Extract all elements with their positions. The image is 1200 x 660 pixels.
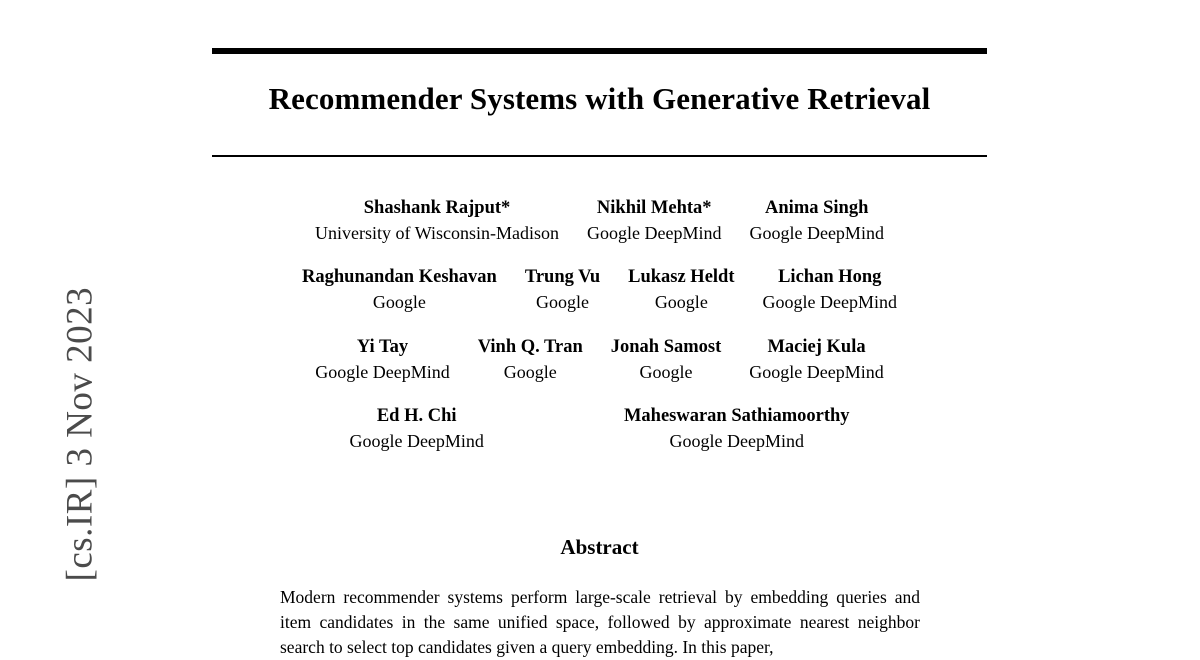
author-affiliation: Google DeepMind [669,430,804,451]
author-affiliation: Google DeepMind [749,222,884,243]
author-block [735,196,897,245]
author-affiliation: Google DeepMind [762,292,897,313]
author-name: Anima Singh [765,198,869,218]
author-row [212,196,987,245]
author-affiliation: Google [639,361,693,382]
author-name: Trung Vu [524,267,601,288]
author-affiliation: Google [654,292,708,313]
title-rule-bottom [212,155,987,157]
author-affiliation: Google DeepMind [586,222,722,243]
abstract-heading: Abstract [560,535,639,559]
author-affiliation: Google [535,292,589,313]
author-block [735,335,897,384]
author-block [614,265,748,314]
author-affiliation: Google [503,361,557,382]
author-block [573,196,735,245]
author-row [212,404,987,453]
author-row [212,335,987,384]
author-affiliation: University of Wisconsin-Madison [315,222,559,243]
author-block [464,335,597,384]
author-name: Vinh Q. Tran [477,336,583,357]
author-affiliation: Google DeepMind [315,361,450,382]
arxiv-stamp-text: [cs.IR] 3 Nov 2023 [59,286,101,582]
author-block [554,404,920,453]
author-name: Nikhil Mehta* [596,198,712,218]
author-affiliation: Google [372,292,426,313]
author-block [511,265,614,314]
author-name: Ed H. Chi [376,405,457,426]
author-block [301,335,463,384]
author-affiliation: Google DeepMind [749,361,884,382]
author-name: Jonah Samost [610,336,722,357]
author-block [597,335,736,384]
author-name: Maciej Kula [767,336,866,357]
paper-page [120,0,1200,657]
author-list [212,196,987,473]
author-name: Lukasz Heldt [628,267,735,288]
author-name: Shashank Rajput* [363,198,511,218]
author-name: Yi Tay [356,336,409,357]
author-block [749,265,911,314]
author-row [212,265,987,314]
author-block [301,196,573,245]
title-rule-top [212,48,987,54]
page-title: Recommender Systems with Generative Retrieval [268,81,931,116]
author-name: Maheswaran Sathiamoorthy [623,405,850,426]
author-block [288,265,511,314]
author-name: Raghunandan Keshavan [302,267,497,288]
author-name: Lichan Hong [778,267,882,288]
author-affiliation: Google DeepMind [349,430,484,451]
arxiv-stamp [0,0,120,648]
abstract-text: Modern recommender systems perform large-scale retrieval by embedding queries and item candidates in the same unified space, followed by approximate nearest neighbor search to select top candidates given a query embedding. In this paper, [280,587,920,657]
author-block [279,404,553,453]
